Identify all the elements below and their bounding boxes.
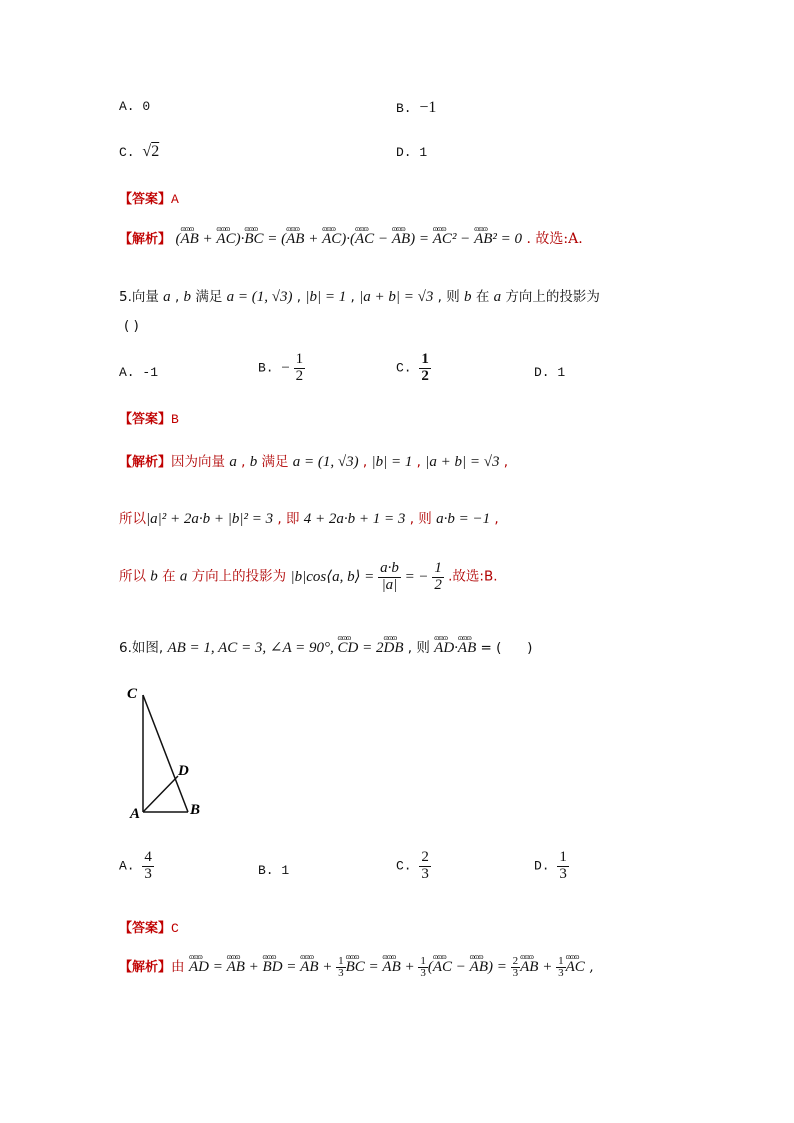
vertex-b-label: B [190, 802, 201, 818]
q5-analysis-line1: 【解析】因为向量 a , b 满足 a = (1, √3) , |b| = 1 , |a + b| = √3 , [119, 454, 509, 470]
q4-option-a: A. 0 [119, 99, 151, 114]
q5-option-d: D. 1 [534, 365, 566, 380]
q4-answer [119, 188, 179, 207]
answer-value: B [171, 412, 179, 427]
q4-option-c: C. √2 [119, 143, 160, 160]
analysis-tag: 【解析】 [119, 232, 172, 247]
analysis-tag: 【解析】 [119, 960, 172, 975]
q5-paren: ( ) [124, 318, 139, 334]
answer-value: C [171, 921, 179, 936]
q6-stem: 6.如图, AB = 1, AC = 3, ∠A = 90°, ɷɷɷ CD = 2ɷɷɷ DB , 则 ɷɷɷ AD·ɷɷɷ AB = ( ) [119, 636, 532, 657]
q4-option-d: D. 1 [396, 145, 428, 160]
q5-stem: 5.向量 a , b 满足 a = (1, √3) , |b| = 1 , |a + b| = √3 , 则 b 在 a 方向上的投影为 [119, 289, 600, 305]
q5-option-b: B. − $\frac{1}{2}$ [258, 351, 304, 384]
q4-option-b: B. −1 [396, 99, 437, 116]
q5-answer [119, 408, 179, 427]
q6-analysis: 【解析】由 ɷɷɷ AD = ɷɷɷ AB + ɷɷɷ BD = ɷɷɷ AB + $\frac{1}{3}$ ɷɷɷ BC = ɷɷɷ AB + $\frac{1}{3}$ (ɷɷɷ AC − ɷɷɷ AB) = $\frac{2}{3}$ ɷɷɷ AB + $\frac{1}{3}$ ɷɷɷ AC , [119, 955, 594, 980]
answer-tag: 【答案】 [119, 412, 172, 427]
q4-analysis-formula: (ɷɷɷ AB + ɷɷɷ AC)·ɷɷɷ BC = (ɷɷɷ AB + ɷɷɷ AC)·(ɷɷɷ AC − ɷɷɷ AB) = ɷɷɷ AC² − ɷɷɷ AB² = 0 [175, 231, 522, 247]
q6-option-b: B. 1 [258, 863, 290, 878]
q6-option-c: C. $\frac{2}{3}$ [396, 849, 429, 882]
analysis-tag: 【解析】 [119, 455, 172, 470]
vertex-a-label: A [130, 806, 141, 822]
answer-tag: 【答案】 [119, 192, 172, 207]
answer-tag: 【答案】 [119, 921, 172, 936]
q6-option-d: D. $\frac{1}{3}$ [534, 849, 567, 882]
vertex-d-label: D [178, 763, 189, 779]
q5-analysis-line3: 所以 b 在 a 方向上的投影为 |b|cos⟨a, b⟩ = $\frac{a\cdot b}{|a|}$ = − $\frac{1}{2}$ .故选:B. [119, 560, 498, 593]
answer-value: A [171, 192, 179, 207]
q5-option-a: A. -1 [119, 365, 159, 380]
vertex-c-label: C [127, 686, 138, 702]
q5-option-c: C. $\frac{1}{2}$ [396, 351, 429, 384]
q6-answer [119, 917, 179, 936]
q6-option-a: A. $\frac{4}{3}$ [119, 849, 152, 882]
triangle-figure [120, 680, 220, 825]
q4-analysis: 【解析】 (ɷɷɷ AB + ɷɷɷ AC)·ɷɷɷ BC = (ɷɷɷ AB + ɷɷɷ AC)·(ɷɷɷ AC − ɷɷɷ AB) = ɷɷɷ AC² − ɷɷɷ AB² = 0 . 故选:A. [119, 228, 583, 248]
q5-analysis-line2: 所以|a|² + 2a·b + |b|² = 3 , 即 4 + 2a·b + 1 = 3 , 则 a·b = −1 , [119, 511, 499, 527]
